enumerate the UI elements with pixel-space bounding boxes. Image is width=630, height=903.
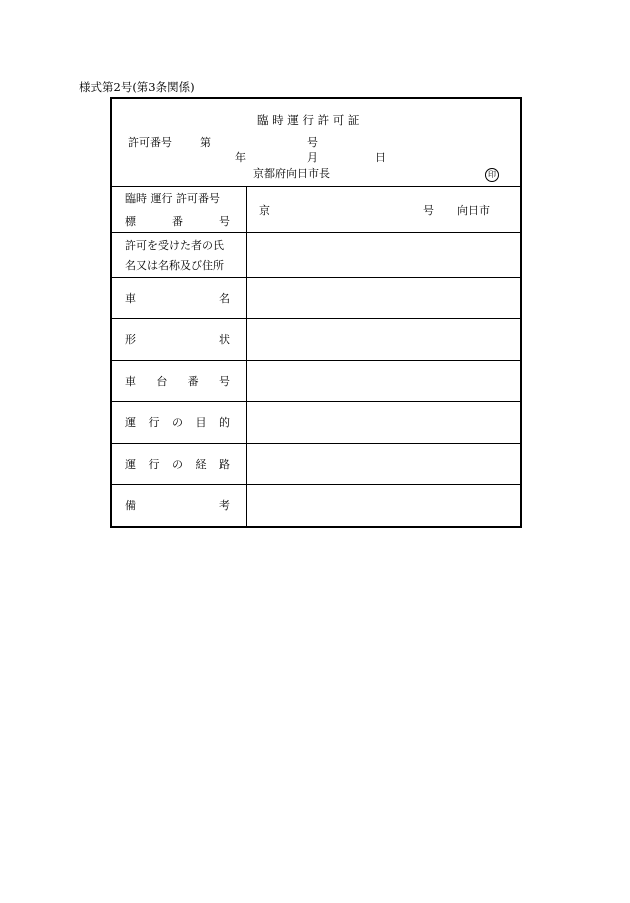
permit-number-dai: 第: [200, 136, 211, 149]
row-divider: [112, 484, 520, 485]
label-char: 経: [195, 458, 207, 471]
holder-label-line1: 許可を受けた者の氏: [125, 239, 224, 252]
seal-mark-icon: 印: [485, 168, 499, 182]
permit-number-go: 号: [307, 136, 318, 149]
holder-label-line2: 名又は名称及び住所: [125, 259, 224, 272]
row-divider: [112, 232, 520, 233]
label-char: 形: [125, 333, 136, 346]
label-char: 運: [125, 416, 136, 429]
plate-label-char: 番: [172, 215, 183, 228]
plate-label-char: 号: [219, 215, 230, 228]
label-char: 号: [218, 375, 230, 388]
route-label: [125, 459, 230, 470]
row-divider: [112, 318, 520, 319]
label-char: 路: [219, 458, 230, 471]
plate-label-char: 標: [125, 215, 136, 228]
label-char: の: [172, 458, 183, 471]
label-char: 車: [125, 292, 136, 305]
label-char: 運: [125, 458, 136, 471]
row-divider: [112, 360, 520, 361]
label-char: 備: [125, 499, 136, 512]
row-divider: [112, 443, 520, 444]
permit-number-label: 許可番号: [128, 136, 172, 149]
label-char: の: [172, 416, 183, 429]
permit-form-table: [110, 97, 522, 528]
label-char: 車: [125, 375, 136, 388]
vehicle-name-label: [125, 293, 230, 304]
row-divider: [112, 277, 520, 278]
label-char: 目: [195, 416, 207, 429]
row-divider: [112, 401, 520, 402]
purpose-label: [125, 417, 230, 428]
plate-value-city: 向日市: [457, 204, 490, 217]
label-char: 行: [148, 458, 160, 471]
label-char: 行: [148, 416, 160, 429]
form-number-label: 様式第2号(第3条関係): [79, 80, 195, 94]
chassis-number-label: [125, 376, 230, 387]
remarks-label: [125, 500, 230, 511]
plate-value-prefix: 京: [259, 204, 270, 217]
date-day-label: 日: [375, 151, 386, 164]
label-char: 状: [219, 333, 230, 346]
label-char: 番: [187, 375, 199, 388]
label-char: 的: [219, 416, 230, 429]
label-char: 考: [219, 499, 230, 512]
label-char: 名: [219, 292, 230, 305]
column-divider: [246, 186, 247, 526]
permit-title: 臨 時 運 行 許 可 証: [257, 113, 360, 127]
plate-label-line1: 臨時 運行 許可番号: [125, 192, 220, 205]
date-month-label: 月: [307, 151, 318, 164]
shape-label: [125, 334, 230, 345]
label-char: 台: [156, 375, 168, 388]
plate-value-go: 号: [423, 204, 434, 217]
plate-label-line2: [125, 216, 230, 227]
row-divider: [112, 186, 520, 187]
issuer-name: 京都府向日市長: [253, 167, 330, 180]
date-year-label: 年: [235, 151, 246, 164]
